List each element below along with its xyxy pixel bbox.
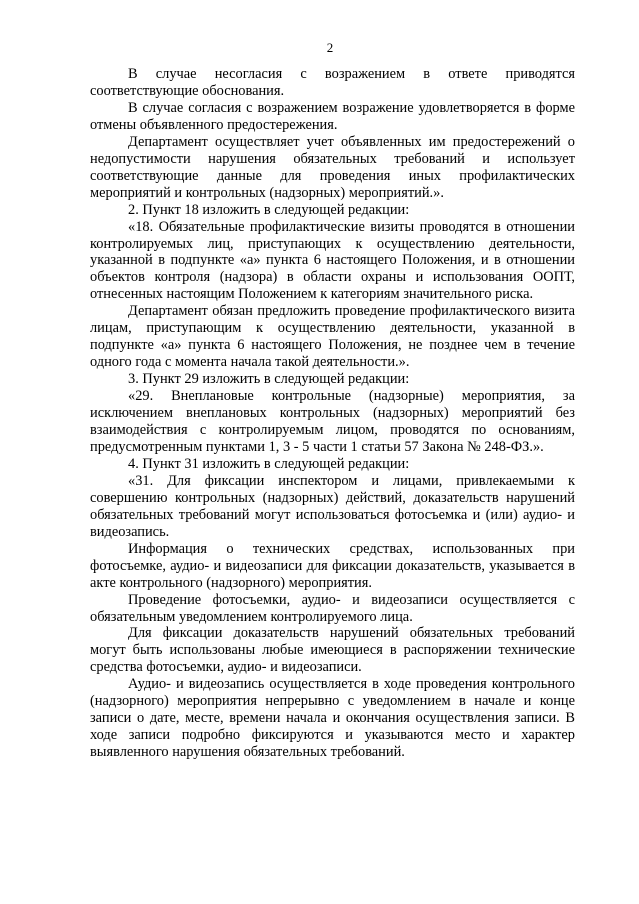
paragraph: Информация о технических средствах, использованных при фотосъемке, аудио- и видеозаписи для фиксации доказательств, указывается в акте контрольного (надзорного) мероприятия.	[90, 540, 575, 591]
paragraph: В случае согласия с возражением возражение удовлетворяется в форме отмены объявленного предостережения.	[90, 99, 575, 133]
paragraph: В случае несогласия с возражением в ответе приводятся соответствующие обоснования.	[90, 66, 575, 99]
paragraph: 4. Пункт 31 изложить в следующей редакции:	[128, 455, 410, 472]
paragraph: «18. Обязательные профилактические визиты проводятся в отношении контролируемых лиц, приступающих к осуществлению деятельности, указанной в подпункте «а» пункта 6 настоящего Положения, и в отношении объектов контроля (надзора) в области охраны и использования ООПТ, отнесенных настоящим Положением к категориям значительного риска.	[90, 218, 575, 303]
paragraph: 2. Пункт 18 изложить в следующей редакции:	[128, 201, 410, 218]
paragraph: Департамент осуществляет учет объявленных им предостережений о недопустимости нарушения обязательных требований и использует соответствующие данные для проведения иных профилактических мероприятий и контрольных (надзорных) мероприятий.».	[90, 133, 575, 201]
paragraph: «29. Внеплановые контрольные (надзорные) мероприятия, за исключением внеплановых контрольных (надзорных) мероприятий без взаимодействия с контролируемым лицом, проводятся по основаниям, предусмотренным пунктами 1, 3 - 5 части 1 статьи 57 Закона № 248-ФЗ.».	[90, 388, 575, 455]
paragraph: «31. Для фиксации инспектором и лицами, привлекаемыми к совершению контрольных (надзорных) действий, доказательств нарушений обязательных требований могут использоваться фотосъемка и (или) аудио- и видеозапись.	[90, 472, 575, 540]
paragraph: Аудио- и видеозапись осуществляется в ходе проведения контрольного (надзорного) мероприятия непрерывно с уведомлением в начале и конце записи о дате, месте, времени начала и окончания осуществления записи. В ходе записи подробно фиксируются и указываются место и характер выявленного нарушения обязательных требований.	[90, 676, 575, 761]
page-number: 2	[326, 40, 334, 55]
document-body	[90, 66, 575, 761]
paragraph: Департамент обязан предложить проведение профилактического визита лицам, приступающим к осуществлению деятельности, указанной в подпункте «а» пункта 6 настоящего Положения, не позднее чем в течение одного года с момента начала такой деятельности.».	[90, 303, 575, 371]
paragraph: Проведение фотосъемки, аудио- и видеозаписи осуществляется с обязательным уведомлением контролируемого лица.	[90, 591, 575, 625]
paragraph: Для фиксации доказательств нарушений обязательных требований могут быть использованы любые имеющиеся в распоряжении технические средства фотосъемки, аудио- и видеозаписи.	[90, 625, 575, 676]
paragraph: 3. Пункт 29 изложить в следующей редакции:	[128, 371, 410, 388]
